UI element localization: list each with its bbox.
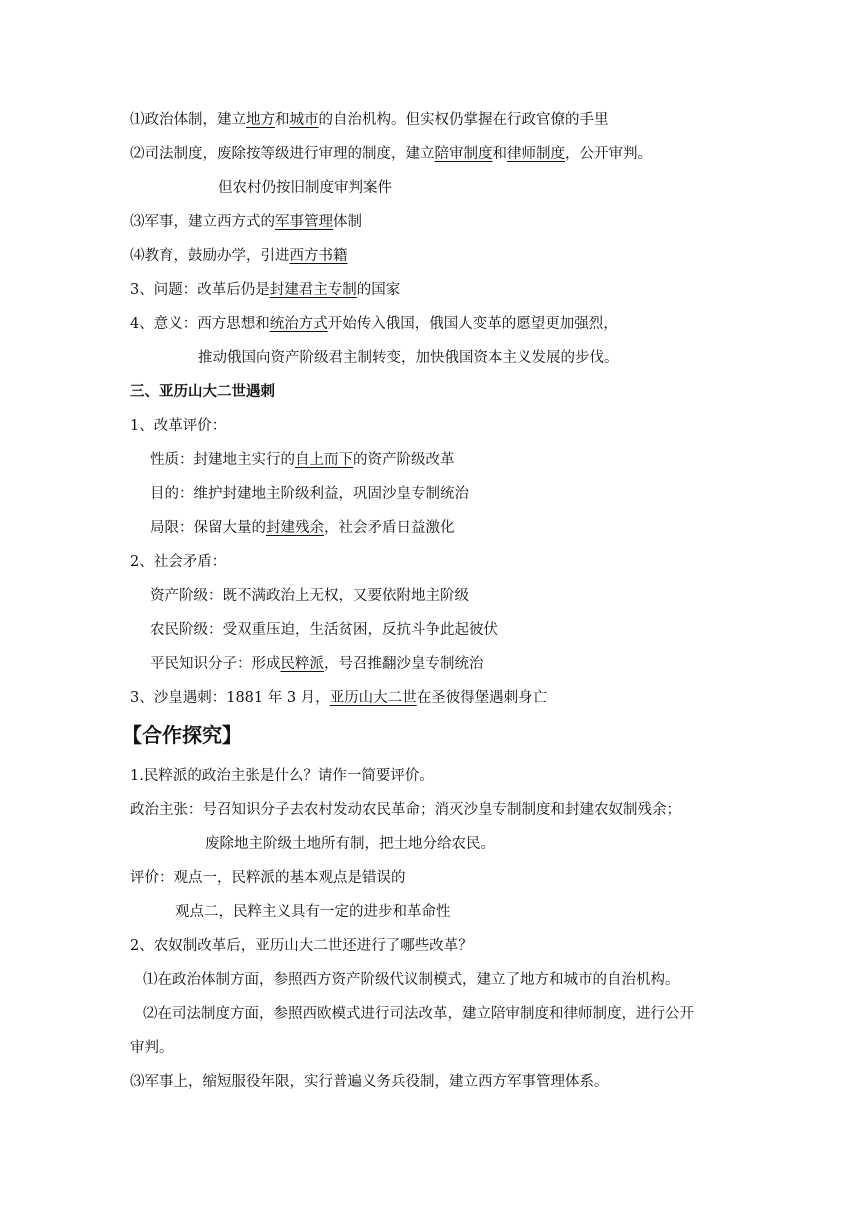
question-1-answer-4: 观点二，民粹主义具有一定的进步和革命性 [175,904,451,920]
evaluation-heading: 1、改革评价： [130,418,227,434]
reform-judicial: ⑵司法制度，废除按等级进行审理的制度，建立陪审制度和律师制度，公开审判。 [130,146,652,162]
cooperation-heading: 【合作探究】 [122,723,242,747]
contradictions-heading: 2、社会矛盾： [130,554,227,570]
question-1: 1.民粹派的政治主张是什么？请作一简要评价。 [130,768,434,784]
reform-political: ⑴政治体制，建立地方和城市的自治机构。但实权仍掌握在行政官僚的手里 [130,112,609,128]
reform-military: ⑶军事，建立西方式的军事管理体制 [130,214,362,230]
question-2-answer-2: ⑵在司法制度方面，参照西欧模式进行司法改革，建立陪审制度和律师制度，进行公开 [143,1006,694,1022]
contradiction-peasants: 农民阶级：受双重压迫，生活贫困，反抗斗争此起彼伏 [150,622,498,638]
reform-significance: 4、意义：西方思想和统治方式开始传入俄国，俄国人变革的愿望更加强烈， [130,316,618,332]
contradiction-intellectuals: 平民知识分子：形成民粹派，号召推翻沙皇专制统治 [150,656,484,672]
reform-education: ⑷教育，鼓励办学，引进西方书籍 [130,248,348,264]
question-2-answer-4: ⑶军事上，缩短服役年限，实行普遍义务兵役制，建立西方军事管理体系。 [130,1074,609,1090]
reform-problem: 3、问题：改革后仍是封建君主专制的国家 [130,282,401,298]
reform-significance-cont: 推动俄国向资产阶级君主制转变，加快俄国资本主义发展的步伐。 [198,350,619,366]
section-3-heading: 三、亚历山大二世遇刺 [130,383,275,400]
question-2-answer-3: 审判。 [130,1040,174,1056]
contradiction-bourgeoisie: 资产阶级：既不满政治上无权，又要依附地主阶级 [150,588,469,604]
question-1-answer-1: 政治主张：号召知识分子去农村发动农民革命；消灭沙皇专制制度和封建农奴制残余； [130,802,681,818]
question-1-answer-3: 评价：观点一，民粹派的基本观点是错误的 [130,870,406,886]
assassination: 3、沙皇遇刺：1881 年 3 月，亚历山大二世在圣彼得堡遇刺身亡 [130,690,548,706]
question-1-answer-2: 废除地主阶级土地所有制，把土地分给农民。 [205,836,495,852]
reform-judicial-note: 但农村仍按旧制度审判案件 [218,180,392,196]
question-2-answer-1: ⑴在政治体制方面，参照西方资产阶级代议制模式，建立了地方和城市的自治机构。 [143,972,680,988]
evaluation-purpose: 目的：维护封建地主阶级利益，巩固沙皇专制统治 [150,486,469,502]
evaluation-nature: 性质：封建地主实行的自上而下的资产阶级改革 [150,452,455,468]
evaluation-limits: 局限：保留大量的封建残余，社会矛盾日益激化 [150,520,455,536]
question-2: 2、农奴制改革后，亚历山大二世还进行了哪些改革？ [130,938,473,954]
